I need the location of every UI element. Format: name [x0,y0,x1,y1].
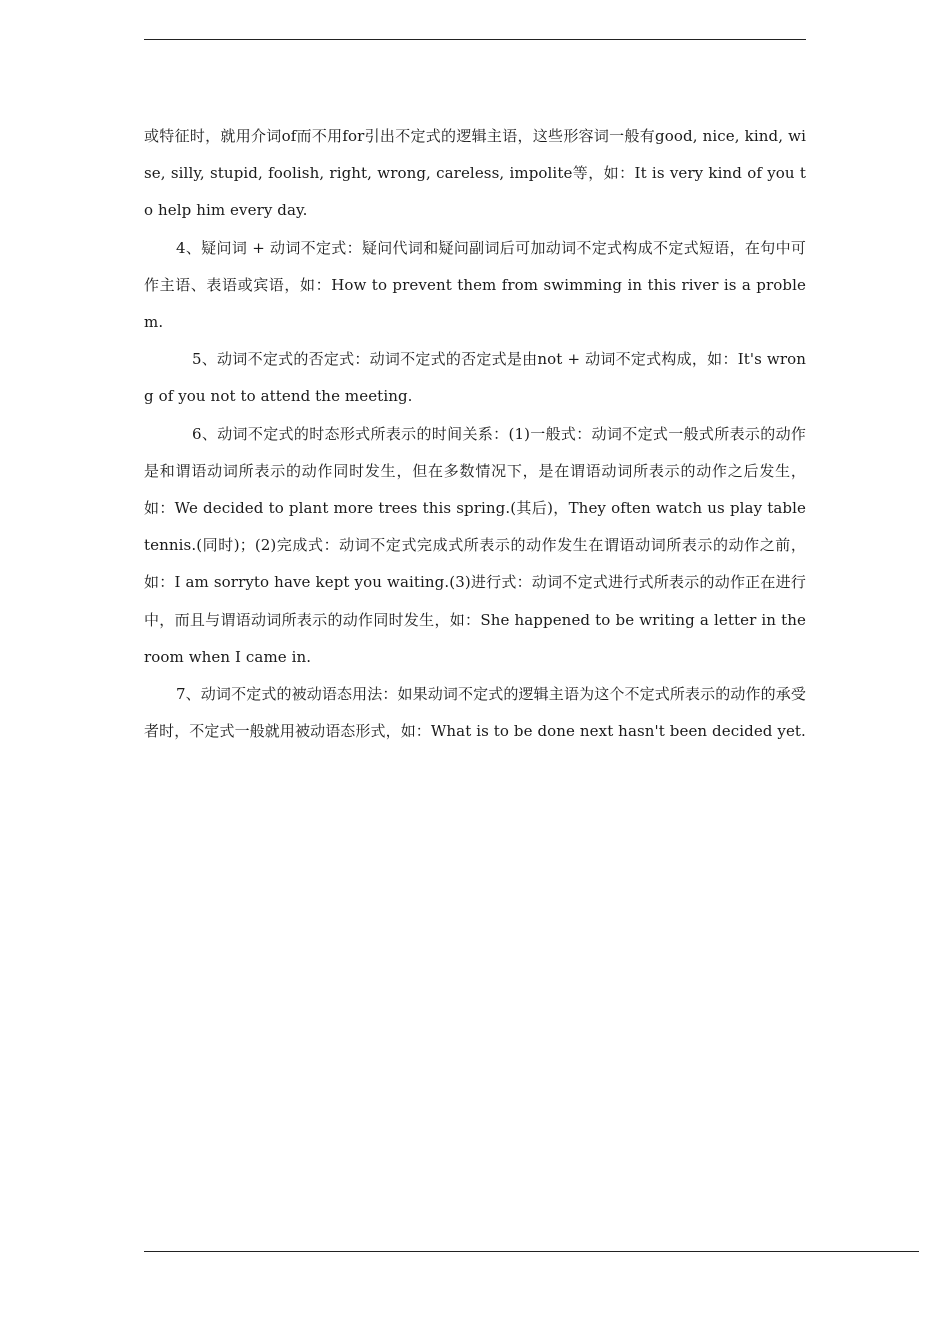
paragraph-item-4: 4、疑问词 + 动词不定式：疑问代词和疑问副词后可加动词不定式构成不定式短语，在句中可作主语、表语或宾语，如：How to prevent them from swimming in this river is a problem. [144,238,806,332]
header-rule [144,39,806,40]
paragraph-continuation: 或特征时，就用介词of而不用for引出不定式的逻辑主语，这些形容词一般有good, nice, kind, wise, silly, stupid, foolish, right, wrong, careless, impolite等，如：It is very kind of you to help him every day. [144,127,806,220]
document-body [144,118,806,750]
paragraph-item-6: 6、动词不定式的时态形式所表示的时间关系：(1)一般式：动词不定式一般式所表示的动作是和谓语动词所表示的动作同时发生，但在多数情况下，是在谓语动词所表示的动作之后发生，如：We decided to plant more trees this spring.(其后)，They often watch us play table tennis.(同时)；(2)完成式：动词不定式完成式所表示的动作发生在谓语动词所表示的动作之前，如：I am sorryto have kept you waiting.(3)进行式：动词不定式进行式所表示的动作正在进行中，而且与谓语动词所表示的动作同时发生，如：She happened to be writing a letter in the room when I came in. [144,424,806,666]
footer-rule [144,1251,919,1252]
paragraph-item-5: 5、动词不定式的否定式：动词不定式的否定式是由not + 动词不定式构成，如：It's wrong of you not to attend the meeting. [144,350,806,406]
paragraph-item-7: 7、动词不定式的被动语态用法：如果动词不定式的逻辑主语为这个不定式所表示的动作的承受者时，不定式一般就用被动语态形式，如：What is to be done next hasn't been decided yet. [144,685,806,741]
